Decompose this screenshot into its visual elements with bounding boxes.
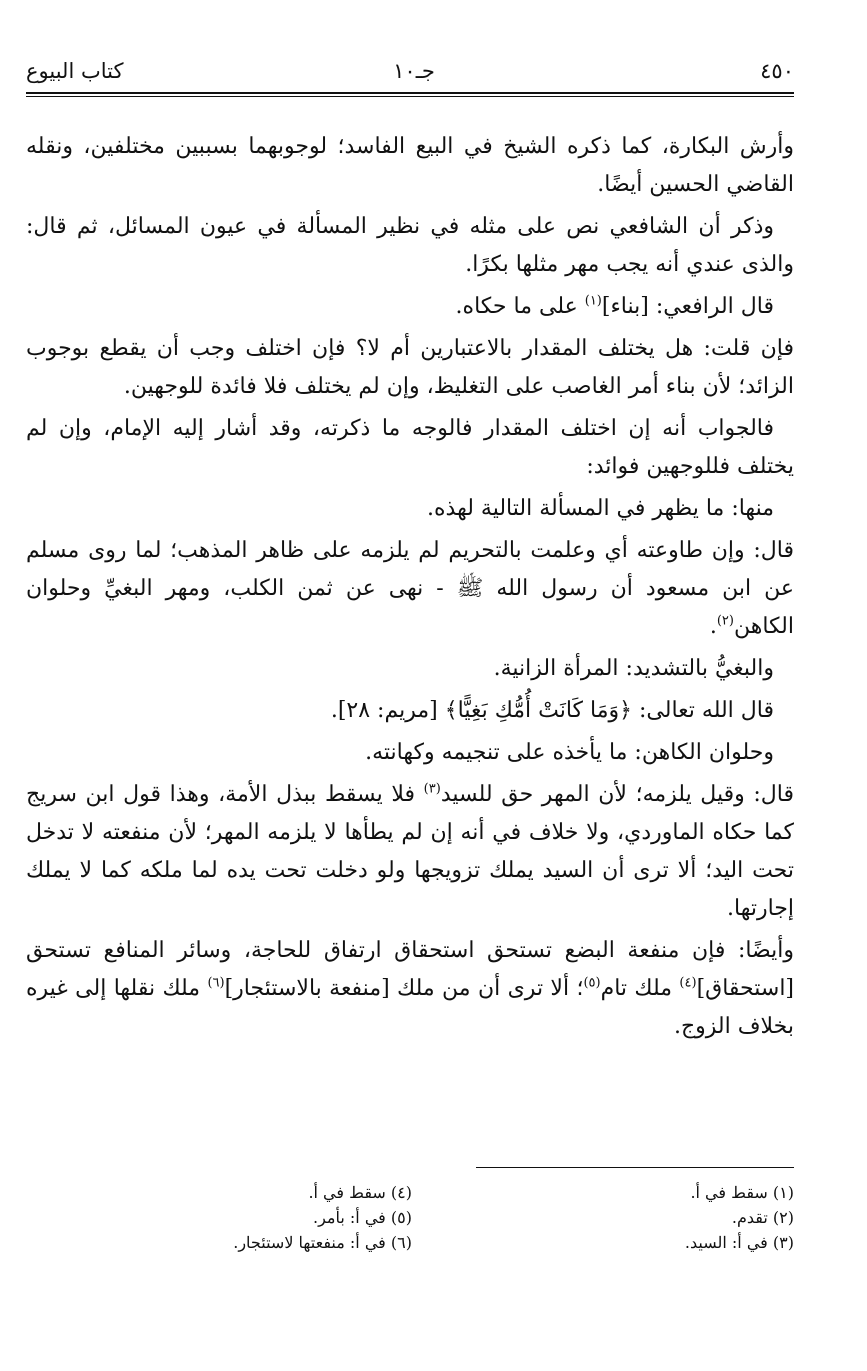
footnote-text: تقدم.: [731, 1208, 768, 1227]
footnote-text: سقط في أ.: [308, 1183, 386, 1202]
paragraph-text: قال: وقيل يلزمه؛ لأن المهر حق للسيد: [440, 782, 794, 807]
paragraph: فالجواب أنه إن اختلف المقدار فالوجه ما ذكرته، وقد أشار إليه الإمام، وإن لم يختلف فللوجهين فوائد:: [26, 416, 794, 479]
book-title: كتاب البيوع: [26, 59, 124, 83]
footnote-number: (٢): [772, 1208, 794, 1227]
paragraph-text: [مريم: ٢٨].: [330, 698, 445, 723]
footnote-number: (٤): [390, 1183, 412, 1202]
footnote-number: (٥): [390, 1208, 412, 1227]
footnote-ref: (٢): [716, 613, 734, 629]
paragraph-text: قال الرافعي: [بناء]: [601, 294, 774, 319]
footnote-rule: [476, 1167, 794, 1168]
page-header: [26, 56, 794, 96]
paragraph-text: فلا يسقط ببذل الأمة، وهذا قول ابن سريج كما حكاه الماوردي، ولا خلاف في أنه إن لم يطأها لا يلزمه المهر؛ لأن منفعته لا تدخل تحت اليد؛ ألا ترى أن السيد يملك تزويجها ولو دخلت تحت يده لما ملكه كما لا يملك إجارتها.: [26, 782, 794, 921]
main-text: [26, 128, 794, 1046]
footnote-number: (١): [772, 1183, 794, 1202]
footnote-text: سقط في أ.: [690, 1183, 768, 1202]
paragraph-text: .: [709, 614, 717, 639]
footnote-text: في أ: السيد.: [684, 1233, 768, 1252]
footnote: [112, 1205, 412, 1230]
paragraph-text: وأيضًا: فإن منفعة البضع تستحق استحقاق ارتفاق للحاجة، وسائر المنافع تستحق [استحقاق]: [26, 938, 795, 1001]
footnote-number: (٦): [390, 1233, 412, 1252]
footnote: [112, 1180, 412, 1205]
paragraph: وذكر أن الشافعي نص على مثله في نظير المسألة في عيون المسائل، ثم قال: والذى عندي أنه يجب مهر مثلها بكرًا.: [26, 214, 794, 277]
footnotes-column-left: [112, 1180, 412, 1255]
paragraph-text: ؛ ألا ترى أن من ملك [منفعة بالاستئجار]: [224, 976, 584, 1001]
footnote-ref: (١): [584, 293, 602, 309]
paragraph: [26, 932, 794, 1046]
header-rule: [26, 92, 794, 94]
footnote-text: في أ: منفعتها لاستئجار.: [233, 1233, 386, 1252]
paragraph: وأرش البكارة، كما ذكره الشيخ في البيع الفاسد؛ لوجوبهما بسببين مختلفين، ونقله القاضي الحسين أيضًا.: [26, 134, 794, 197]
paragraph: والبغيُّ بالتشديد: المرأة الزانية.: [493, 656, 774, 681]
paragraph: [26, 692, 794, 730]
paragraph-text: على ما حكاه.: [455, 294, 585, 319]
paragraph: [26, 532, 794, 646]
footnote-ref: (٤): [679, 975, 697, 991]
footnote: [494, 1230, 794, 1255]
page-number: ٤٥٠: [760, 59, 794, 83]
footnotes-column-right: [494, 1180, 794, 1255]
quran-quote: قال الله تعالى: ﴿وَمَا كَانَتْ أُمُّكِ بَغِيًّا﴾: [444, 698, 774, 723]
paragraph-text: قال: وإن طاوعته أي وعلمت بالتحريم لم يلزمه على ظاهر المذهب؛ لما روى مسلم عن ابن مسعود أن رسول الله ﷺ - نهى عن ثمن الكلب، ومهر البغيِّ وحلوان الكاهن: [26, 538, 794, 639]
footnote: [494, 1205, 794, 1230]
paragraph-text: ملك نقلها إلى غيره بخلاف الزوج.: [26, 976, 794, 1039]
footnote-ref: (٥): [583, 975, 601, 991]
paragraph: [26, 288, 794, 326]
paragraph-text: ملك تام: [600, 976, 680, 1001]
paragraph: فإن قلت: هل يختلف المقدار بالاعتبارين أم لا؟ فإن اختلف وجب أن يقطع بوجوب الزائد؛ لأن بناء أمر الغاصب على التغليظ، وإن لم يختلف فلا فائدة للوجهين.: [26, 336, 794, 399]
footnote-ref: (٣): [423, 781, 441, 797]
footnote-number: (٣): [772, 1233, 794, 1252]
footnote: [494, 1180, 794, 1205]
paragraph: منها: ما يظهر في المسألة التالية لهذه.: [427, 496, 774, 521]
footnote-text: في أ: بأمر.: [313, 1208, 386, 1227]
volume-number: جـ١٠: [393, 59, 435, 83]
header-rule-thin: [26, 96, 794, 97]
footnote: [112, 1230, 412, 1255]
paragraph: [26, 776, 794, 928]
footnote-ref: (٦): [207, 975, 225, 991]
paragraph: وحلوان الكاهن: ما يأخذه على تنجيمه وكهانته.: [365, 740, 774, 765]
